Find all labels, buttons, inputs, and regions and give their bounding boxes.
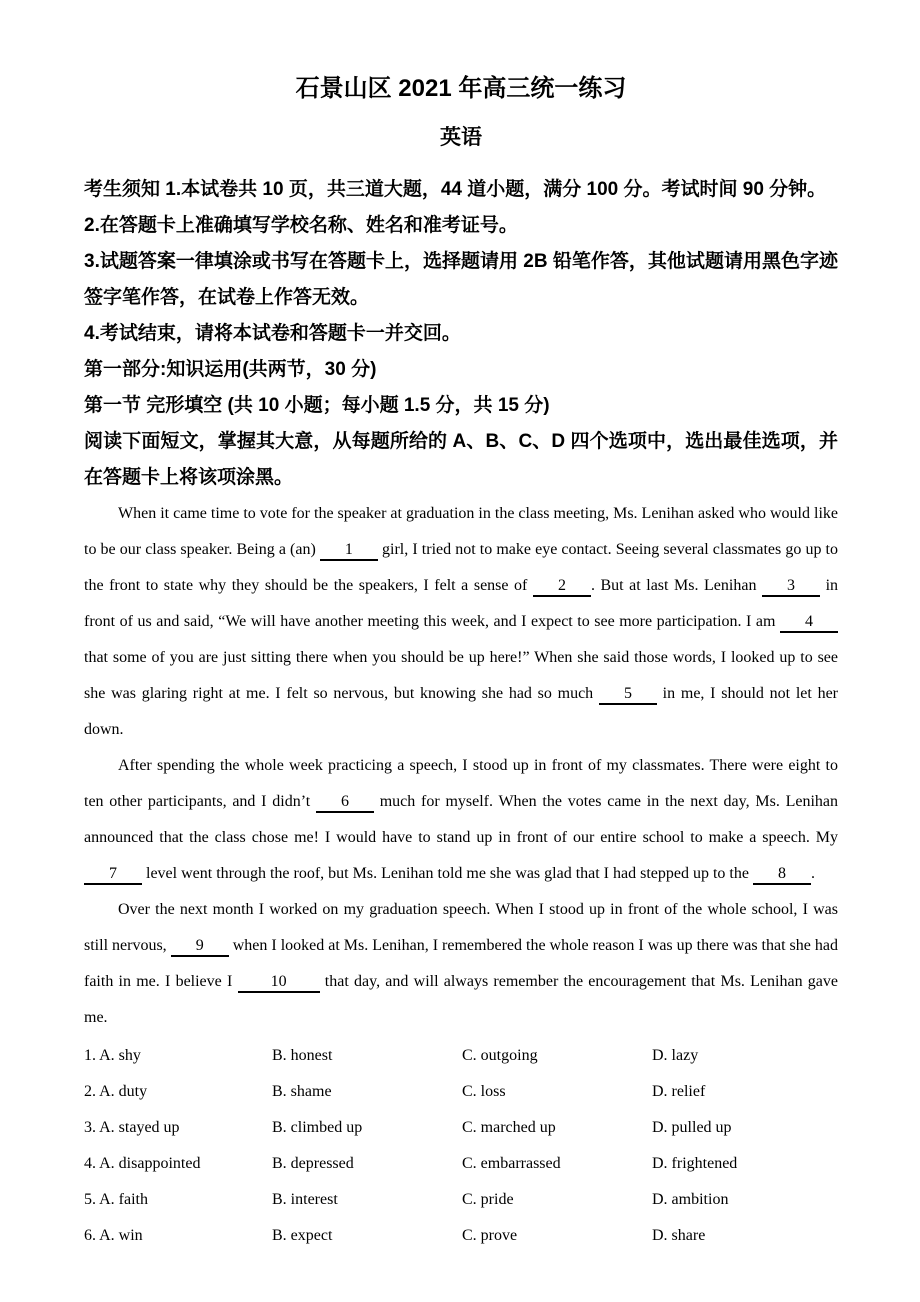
option-q4-d: D. frightened — [652, 1155, 738, 1172]
option-q6-a: 6. A. win — [84, 1227, 143, 1244]
option-q3-d: D. pulled up — [652, 1119, 732, 1136]
document-title: 石景山区 2021 年高三统一练习 — [295, 75, 627, 102]
cloze-blank-10: 10 — [238, 972, 320, 993]
cloze-blank-1: 1 — [320, 540, 378, 561]
option-q6-b: B. expect — [272, 1227, 333, 1244]
document-content — [84, 0, 838, 1254]
option-q4-c: C. embarrassed — [462, 1155, 561, 1172]
option-q5-d: D. ambition — [652, 1191, 729, 1208]
option-q1-d: D. lazy — [652, 1047, 699, 1064]
option-q5-a: 5. A. faith — [84, 1191, 148, 1208]
cloze-blank-7: 7 — [84, 864, 142, 885]
option-q1-a: 1. A. shy — [84, 1047, 141, 1064]
option-q2-c: C. loss — [462, 1083, 506, 1100]
option-q1-b: B. honest — [272, 1047, 333, 1064]
exam-notice — [84, 172, 838, 496]
option-q1-c: C. outgoing — [462, 1047, 538, 1064]
cloze-passage — [84, 496, 838, 1036]
option-q2-d: D. relief — [652, 1083, 706, 1100]
cloze-blank-9: 9 — [171, 936, 229, 957]
option-q4-b: B. depressed — [272, 1155, 354, 1172]
notice-line-2: 2.在答题卡上准确填写学校名称、姓名和准考证号。 — [84, 215, 518, 236]
option-q5-b: B. interest — [272, 1191, 338, 1208]
section1-heading: 第一节 完形填空 (共 10 小题；每小题 1.5 分，共 15 分) — [84, 395, 550, 416]
option-q5-c: C. pride — [462, 1191, 514, 1208]
cloze-blank-5: 5 — [599, 684, 657, 705]
notice-line-4: 4.考试结束，请将本试卷和答题卡一并交回。 — [84, 323, 461, 344]
cloze-blank-3: 3 — [762, 576, 820, 597]
options-grid — [84, 1038, 838, 1254]
passage-paragraph-1: When it came time to vote for the speaker at graduation in the class meeting, Ms. Lenihan asked who would like to be our class speaker. Being a (an) 1 girl, I tried not to make eye contact. Seeing several classmates go up to the front to state why they should be the speakers, I felt a sense of 2 . But at last Ms. Lenihan 3 in front of us and said, “We will have another meeting this week, and I expect to see more participation. I am 4 that some of you are just sitting there when you should be up here!” When she said those words, I looked up to see she was glaring right at me. I felt so nervous, but knowing she had so much 5 in me, I should not let her down. — [84, 505, 839, 738]
option-q2-a: 2. A. duty — [84, 1083, 148, 1100]
option-q6-c: C. prove — [462, 1227, 518, 1244]
option-q3-a: 3. A. stayed up — [84, 1119, 180, 1136]
option-q2-b: B. shame — [272, 1083, 332, 1100]
cloze-blank-4: 4 — [780, 612, 838, 633]
cloze-blank-8: 8 — [753, 864, 811, 885]
option-q4-a: 4. A. disappointed — [84, 1155, 201, 1172]
cloze-blank-2: 2 — [533, 576, 591, 597]
passage-paragraph-2: After spending the whole week practicing a speech, I stood up in front of my classmates. There were eight to ten other participants, and I didn’t 6 much for myself. When the votes came in the next day, Ms. Lenihan announced that the class chose me! I would have to stand up in front of our entire school to make a speech. My 7 level went through the roof, but Ms. Lenihan told me she was glad that I had stepped up to the 8 . — [84, 748, 838, 892]
option-q3-b: B. climbed up — [272, 1119, 363, 1136]
option-q6-d: D. share — [652, 1227, 706, 1244]
part1-heading: 第一部分:知识运用(共两节，30 分) — [84, 359, 377, 380]
cloze-blank-6: 6 — [316, 792, 374, 813]
cloze-directions: 阅读下面短文，掌握其大意，从每题所给的 A、B、C、D 四个选项中，选出最佳选项，并在答题卡上将该项涂黑。 — [84, 431, 838, 488]
notice-line-1: 考生须知 1.本试卷共 10 页，共三道大题，44 道小题，满分 100 分。考试时间 90 分钟。 — [84, 179, 827, 200]
passage-paragraph-3: Over the next month I worked on my graduation speech. When I stood up in front of the whole school, I was still nervous, 9 when I looked at Ms. Lenihan, I remembered the whole reason I was up there was that she had faith in me. I believe I 10 that day, and will always remember the encouragement that Ms. Lenihan gave me. — [84, 901, 839, 1026]
notice-line-3: 3.试题答案一律填涂或书写在答题卡上，选择题请用 2B 铅笔作答，其他试题请用黑色字迹签字笔作答，在试卷上作答无效。 — [84, 251, 838, 308]
option-q3-c: C. marched up — [462, 1119, 556, 1136]
subject-title: 英语 — [440, 126, 482, 149]
